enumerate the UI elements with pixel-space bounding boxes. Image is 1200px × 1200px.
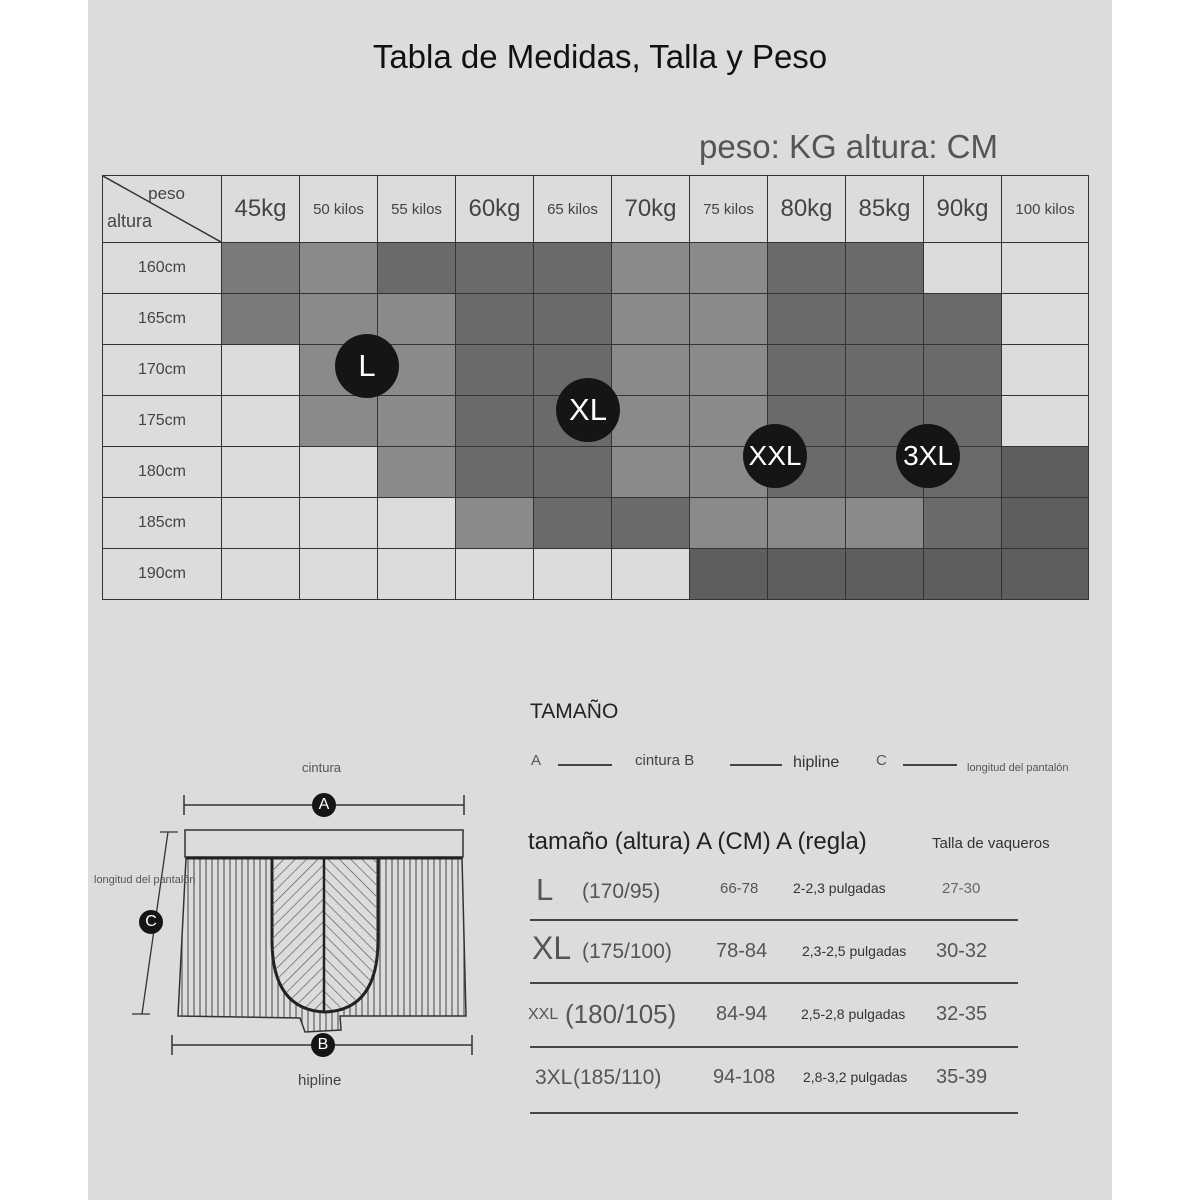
size-jeans: 30-32 <box>936 940 988 962</box>
marker-a: A <box>312 793 336 817</box>
legend-line-a <box>558 764 612 766</box>
size-fit: (180/105) <box>565 999 677 1029</box>
height-label: 180cm <box>103 447 222 498</box>
height-label: 185cm <box>103 498 222 549</box>
row-divider <box>530 919 1018 921</box>
size-inches: 2,5-2,8 pulgadas <box>801 1006 906 1022</box>
size-cm: 78-84 <box>716 940 768 962</box>
weight-header: 70kg <box>612 176 690 243</box>
weight-header: 85kg <box>846 176 924 243</box>
size-jeans: 27-30 <box>942 880 981 897</box>
legend-c-letter: C <box>876 752 887 769</box>
height-label: 170cm <box>103 345 222 396</box>
size-jeans: 35-39 <box>936 1066 988 1088</box>
length-label: longitud del pantalón <box>94 874 196 886</box>
size-marker-3xl: 3XL <box>896 424 960 488</box>
weight-header: 65 kilos <box>534 176 612 243</box>
legend-b-text: hipline <box>793 754 840 771</box>
marker-c: C <box>139 910 163 934</box>
size-marker-xl: XL <box>556 378 620 442</box>
size-inches: 2,8-3,2 pulgadas <box>803 1069 908 1085</box>
size-fit: (185/110) <box>573 1066 662 1089</box>
row-divider <box>530 982 1018 984</box>
legend-line-c <box>903 764 957 766</box>
units-caption: peso: KG altura: CM <box>699 128 998 165</box>
size-marker-xxl: XXL <box>743 424 807 488</box>
weight-header: 45kg <box>222 176 300 243</box>
corner-height-label: altura <box>107 211 153 231</box>
legend-c-text: longitud del pantalón <box>967 762 1069 774</box>
height-label: 160cm <box>103 243 222 294</box>
corner-weight-label: peso <box>148 184 185 203</box>
size-inches: 2,3-2,5 pulgadas <box>802 943 907 959</box>
row-divider <box>530 1046 1018 1048</box>
size-marker-l: L <box>335 334 399 398</box>
weight-header: 80kg <box>768 176 846 243</box>
legend-a-text: cintura B <box>635 752 695 769</box>
size-name: L <box>536 872 554 907</box>
legend-line-b <box>730 764 782 766</box>
size-cm: 94-108 <box>713 1066 776 1088</box>
size-cm: 84-94 <box>716 1003 768 1025</box>
weight-header: 90kg <box>924 176 1002 243</box>
weight-header: 60kg <box>456 176 534 243</box>
weight-header: 100 kilos <box>1002 176 1089 243</box>
height-label: 175cm <box>103 396 222 447</box>
weight-header: 75 kilos <box>690 176 768 243</box>
sizes-header-jeans: Talla de vaqueros <box>932 835 1050 852</box>
page-title: Tabla de Medidas, Talla y Peso <box>372 38 828 75</box>
weight-header: 50 kilos <box>300 176 378 243</box>
height-label: 165cm <box>103 294 222 345</box>
size-fit: (175/100) <box>582 940 672 963</box>
size-inches: 2-2,3 pulgadas <box>793 880 886 896</box>
size-name: XXL <box>528 1006 559 1023</box>
waist-label: cintura <box>302 760 342 775</box>
legend-a-letter: A <box>531 752 542 769</box>
size-name: XL <box>532 930 572 966</box>
size-fit: (170/95) <box>582 880 661 903</box>
row-divider <box>530 1112 1018 1114</box>
marker-b: B <box>311 1033 335 1057</box>
size-jeans: 32-35 <box>936 1003 988 1025</box>
weight-header: 55 kilos <box>378 176 456 243</box>
sizes-title: TAMAÑO <box>530 700 619 723</box>
size-cm: 66-78 <box>720 880 759 897</box>
hip-label: hipline <box>298 1072 342 1089</box>
height-label: 190cm <box>103 549 222 600</box>
size-name: 3XL <box>535 1066 573 1089</box>
sizes-header-main: tamaño (altura) A (CM) A (regla) <box>528 828 867 855</box>
